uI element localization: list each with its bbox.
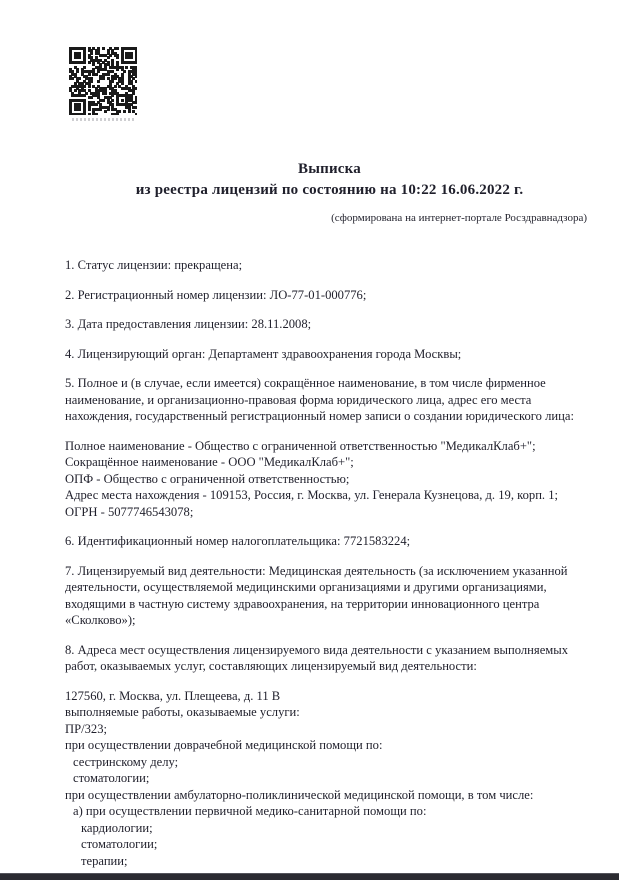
text-line: при осуществлении доврачебной медицинской помощи по: [65,738,383,752]
text-line: 2. Регистрационный номер лицензии: ЛО-77-01-000776; [65,287,367,302]
text-line: 1. Статус лицензии: прекращена; [65,258,243,272]
paragraph-activity-type [65,563,610,629]
text-line: деятельности, осуществляемой медицинскими организациями и другими организациями, [65,580,547,594]
text-line: наименование, и организационно-правовая форма юридического лица, адрес его места [65,392,532,407]
text-line: терапии; [81,853,128,868]
text-line: Полное наименование - Общество с ограниченной ответственностью "МедикалКлаб+"; [65,438,536,453]
document-body [65,257,610,880]
page-bottom-bar [0,873,619,880]
text-line: ПР/323; [65,721,107,736]
text-line: сестринскому делу; [73,754,179,769]
paragraph-entity-heading [65,375,610,425]
qr-caption-blur [72,118,134,121]
paragraph-address-works-list [65,688,610,870]
text-line: стоматологии; [81,837,158,851]
text-line: входящими в частную систему здравоохранения, на территории инновационного центра [65,596,540,611]
document-title [65,159,594,201]
title-line-1: Выписка [298,161,361,177]
title-line-2: из реестра лицензий по состоянию на 10:22 16.06.2022 г. [135,182,524,198]
text-line: стоматологии; [73,771,150,785]
text-line: кардиологии; [81,820,153,835]
text-line: работ, оказываемых услуг, составляющих лицензируемый вид деятельности: [65,659,477,673]
document-subtitle: (сформирована на интернет-портале Росздравнадзора) [331,212,587,224]
paragraph-addresses-heading [65,642,610,675]
text-line: ОГРН - 5077746543078; [65,504,194,519]
text-line: 3. Дата предоставления лицензии: 28.11.2008; [65,317,312,331]
paragraph-licensing-authority [65,346,610,363]
text-line: 8. Адреса мест осуществления лицензируемого вида деятельности с указанием выполняемых [65,642,569,657]
text-line: выполняемые работы, оказываемые услуги: [65,705,300,719]
text-line: Адрес места нахождения - 109153, Россия, г. Москва, ул. Генерала Кузнецова, д. 19, корп. 1; [65,488,559,502]
text-line: 5. Полное и (в случае, если имеется) сокращённое наименование, в том числе фирменное [65,376,546,390]
text-line: Сокращённое наименование - ООО "МедикалКлаб+"; [65,455,354,469]
text-line: «Сколково»); [65,613,136,627]
text-line: нахождения, государственный регистрационный номер записи о создании юридического лица: [65,409,574,423]
text-line: а) при осуществлении первичной медико-санитарной помощи по: [73,804,427,818]
text-line: 6. Идентификационный номер налогоплательщика: 7721583224; [65,534,411,548]
text-line: при осуществлении амбулаторно-поликлинической медицинской помощи, в том числе: [65,787,534,802]
text-line: 7. Лицензируемый вид деятельности: Медицинская деятельность (за исключением указанной [65,563,568,578]
text-line: 4. Лицензирующий орган: Департамент здравоохранения города Москвы; [65,346,462,361]
paragraph-entity-details [65,438,610,521]
paragraph-grant-date [65,316,610,333]
text-line: 127560, г. Москва, ул. Плещеева, д. 11 В [65,688,281,703]
paragraph-taxpayer-number [65,533,610,550]
text-line: ОПФ - Общество с ограниченной ответственностью; [65,471,350,486]
qr-code-icon [69,47,137,115]
paragraph-license-status [65,257,610,274]
paragraph-registration-number [65,287,610,304]
